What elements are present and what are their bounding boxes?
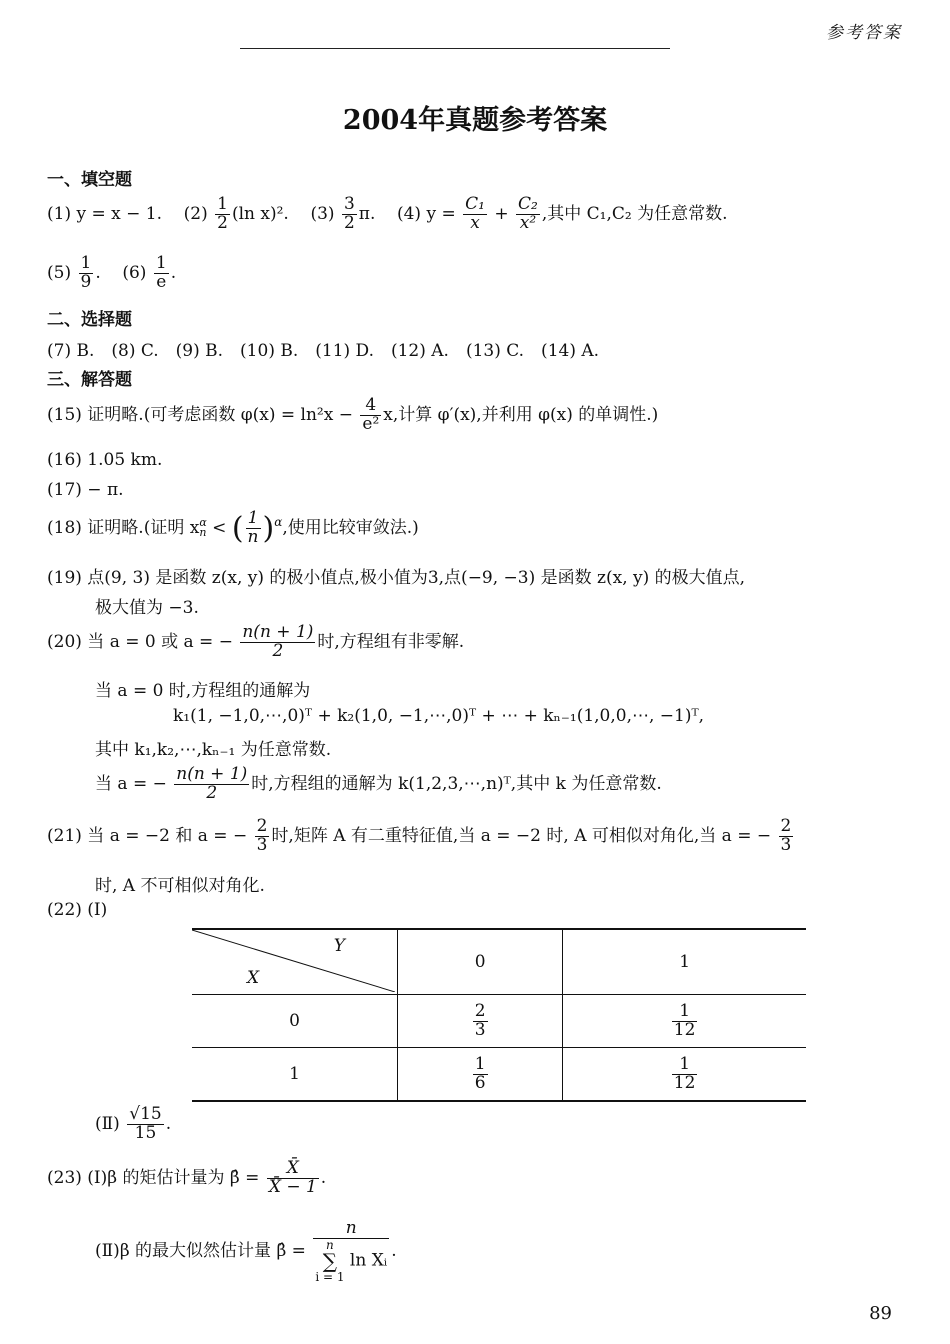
fraction <box>215 196 230 233</box>
numerator: 2 <box>256 816 268 836</box>
numerator: C₂ <box>518 194 538 214</box>
answer-19-line-2: 极大值为 −3. <box>95 598 199 618</box>
answer-23-tail-b: . <box>391 1240 397 1261</box>
section-solve: 三、解答题 <box>47 370 132 390</box>
fraction <box>672 1053 698 1093</box>
answer-18-text-tail: ,使用比较审敛法.) <box>282 517 419 538</box>
fraction <box>779 818 794 855</box>
numerator: n(n + 1) <box>176 764 248 784</box>
numerator: √15 <box>129 1104 162 1124</box>
page-title: 2004年真题参考答案 <box>342 105 608 136</box>
numerator: 2 <box>474 1000 486 1021</box>
answer-17: (17) − π. <box>47 480 124 500</box>
superscript: α <box>199 516 207 530</box>
sum-symbol: ∑ <box>322 1248 338 1273</box>
right-paren: ) <box>262 510 275 546</box>
choice-answers: (7) B. (8) C. (9) B. (10) B. (11) D. (12) A. (13) C. (14) A. <box>47 341 600 361</box>
answer-6-tail: . <box>170 262 177 283</box>
answer-2-tail: (ln x)². <box>231 203 289 224</box>
page-number: 89 <box>869 1303 892 1324</box>
answer-23-part-1 <box>47 1160 326 1197</box>
answer-18 <box>47 510 419 547</box>
answer-23-part-2 <box>95 1220 397 1283</box>
fraction <box>267 1160 319 1197</box>
table-cell <box>563 995 806 1048</box>
denominator: X̄ − 1 <box>268 1176 317 1197</box>
answer-2-label: (2) <box>183 203 208 224</box>
answer-20-line-3: k₁(1, −1,0,⋯,0)ᵀ + k₂(1,0, −1,⋯,0)ᵀ + ⋯ + kₙ₋₁(1,0,0,⋯, −1)ᵀ, <box>173 706 705 726</box>
answer-4-label: (4) y = <box>396 203 456 224</box>
joint-distribution-table <box>192 928 806 1102</box>
answer-23-tail: . <box>320 1167 327 1188</box>
table-row-label: 0 <box>192 995 398 1048</box>
table-row <box>192 1048 806 1102</box>
denominator: x² <box>519 212 537 233</box>
fraction <box>255 818 270 855</box>
answer-20-line-2: 当 a = 0 时,方程组的通解为 <box>95 681 311 701</box>
table-column-header: 0 <box>398 929 563 995</box>
denominator: 3 <box>474 1019 486 1040</box>
table-cell <box>398 1048 563 1102</box>
answer-16: (16) 1.05 km. <box>47 450 163 470</box>
denominator: 12 <box>673 1072 696 1093</box>
table-corner-cell <box>192 929 398 995</box>
denominator: 6 <box>474 1072 486 1093</box>
table-cell <box>563 1048 806 1102</box>
denominator: x <box>470 212 480 233</box>
denominator: e <box>156 271 167 292</box>
left-paren: ( <box>231 510 244 546</box>
numerator: 1 <box>217 194 228 214</box>
fraction <box>240 624 315 661</box>
fraction <box>473 1053 488 1093</box>
numerator: 1 <box>672 1003 698 1022</box>
x-indices <box>199 518 206 538</box>
answer-22-part-2 <box>95 1106 171 1143</box>
denominator: 2 <box>206 782 218 803</box>
fraction <box>79 255 94 292</box>
answer-3-label: (3) <box>310 203 335 224</box>
denominator: 15 <box>134 1122 157 1143</box>
section-choice: 二、选择题 <box>47 310 132 330</box>
fraction <box>473 1000 488 1040</box>
answer-5-label: (5) <box>47 262 72 283</box>
fraction <box>516 196 540 233</box>
numerator: n <box>313 1220 389 1239</box>
answer-23-text: (23) (Ⅰ)β 的矩估计量为 β̂ = <box>47 1167 260 1188</box>
answer-15 <box>47 397 658 434</box>
part-2-label: (Ⅱ) <box>95 1113 120 1134</box>
fraction <box>154 255 169 292</box>
answer-21-text: (21) 当 a = −2 和 a = − <box>47 825 248 846</box>
numerator: 2 <box>780 816 792 836</box>
denominator: 2 <box>217 212 228 233</box>
fraction <box>360 397 381 434</box>
numerator: 1 <box>80 253 92 273</box>
denominator: 9 <box>80 271 92 292</box>
answer-3-tail: π. <box>358 203 376 224</box>
part-2-tail: . <box>165 1113 172 1134</box>
fraction <box>672 1000 698 1040</box>
denominator <box>313 1239 389 1283</box>
answer-6-label: (6) <box>122 262 147 283</box>
exponent: α <box>274 515 283 530</box>
numerator: 1 <box>246 510 261 529</box>
fraction <box>313 1220 389 1283</box>
answer-15-text-tail: x,计算 φ′(x),并利用 φ(x) 的单调性.) <box>383 404 659 425</box>
corner-x-label: X <box>247 968 260 988</box>
answer-23-text-b: (Ⅱ)β 的最大似然估计量 β̂ = <box>95 1240 306 1261</box>
running-header: 参考答案 <box>826 23 902 43</box>
answer-20-line-1 <box>47 624 464 661</box>
denominator: 2 <box>272 640 284 661</box>
numerator: 1 <box>155 253 167 273</box>
numerator: C₁ <box>465 194 485 214</box>
plus-sign: + <box>494 203 509 224</box>
table-row-label: 1 <box>192 1048 398 1102</box>
numerator: 1 <box>474 1053 486 1074</box>
denominator: 12 <box>673 1019 696 1040</box>
denominator: e² <box>362 413 380 434</box>
table-cell <box>398 995 563 1048</box>
answer-22-label: (22) (Ⅰ) <box>47 900 108 920</box>
less-than: < <box>206 517 232 538</box>
answer-21-line-2: 时, A 不可相似对角化. <box>95 876 265 896</box>
answer-20-text-tail: 时,方程组有非零解. <box>317 631 465 652</box>
answer-19-line-1: (19) 点(9, 3) 是函数 z(x, y) 的极小值点,极小值为3,点(−9, −3) 是函数 z(x, y) 的极大值点, <box>47 568 746 588</box>
sum-upper: n <box>326 1237 334 1252</box>
answer-1: (1) y = x − 1. <box>47 203 162 224</box>
answer-20-text-b-tail: 时,方程组的通解为 k(1,2,3,⋯,n)ᵀ,其中 k 为任意常数. <box>251 773 662 794</box>
answer-15-text: (15) 证明略.(可考虑函数 φ(x) = ln²x − <box>47 404 353 425</box>
answer-20-text-b: 当 a = − <box>95 773 167 794</box>
denominator: n <box>247 526 259 547</box>
fraction <box>463 196 487 233</box>
answer-21-text-mid: 时,矩阵 A 有二重特征值,当 a = −2 时, A 可相似对角化,当 a = − <box>271 825 772 846</box>
numerator: 4 <box>360 397 381 416</box>
numerator: X̄ <box>267 1160 319 1179</box>
fraction <box>342 196 357 233</box>
fraction <box>246 510 261 547</box>
answer-18-text: (18) 证明略.(证明 x <box>47 517 200 538</box>
answer-21-line-1 <box>47 818 795 855</box>
diagonal-line <box>192 930 395 992</box>
answer-5-tail: . <box>95 262 101 283</box>
numerator: n(n + 1) <box>242 622 314 642</box>
fill-line-1 <box>47 196 728 233</box>
answer-20-line-4: 其中 k₁,k₂,⋯,kₙ₋₁ 为任意常数. <box>95 740 332 760</box>
subscript: n <box>199 526 207 540</box>
table-column-header: 1 <box>563 929 806 995</box>
denominator: 2 <box>343 212 355 233</box>
summation <box>315 1239 344 1283</box>
corner-y-label: Y <box>333 936 345 956</box>
fraction <box>127 1106 163 1143</box>
fill-line-2 <box>47 255 176 292</box>
sum-body: ln Xᵢ <box>349 1250 388 1271</box>
table-row <box>192 995 806 1048</box>
numerator: 1 <box>672 1056 698 1075</box>
numerator: 3 <box>343 194 355 214</box>
answer-20-text: (20) 当 a = 0 或 a = − <box>47 631 233 652</box>
fraction <box>174 766 249 803</box>
sum-lower: i = 1 <box>315 1269 345 1284</box>
header-rule <box>240 48 670 49</box>
answer-4-tail: ,其中 C₁,C₂ 为任意常数. <box>541 203 728 224</box>
table-header-row <box>192 929 806 995</box>
denominator: 3 <box>780 834 792 855</box>
section-fill: 一、填空题 <box>47 170 132 190</box>
denominator: 3 <box>256 834 268 855</box>
answer-20-line-5 <box>95 766 662 803</box>
